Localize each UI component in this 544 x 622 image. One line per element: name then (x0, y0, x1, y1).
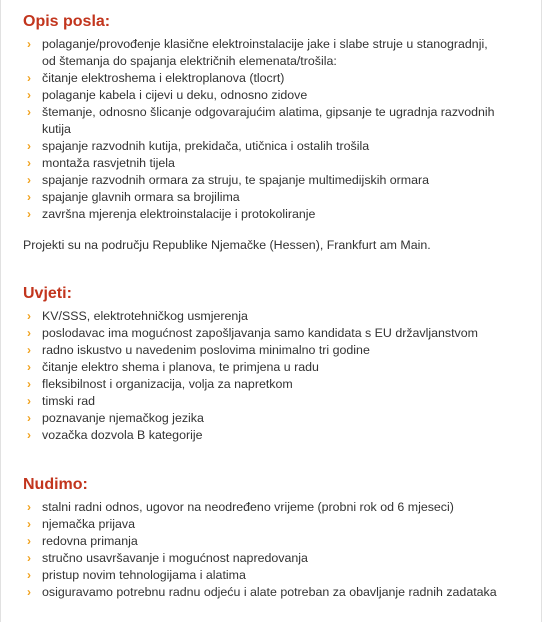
list-item-text: redovna primanja (42, 534, 138, 548)
chevron-right-icon: › (27, 207, 31, 221)
chevron-right-icon: › (27, 156, 31, 170)
list-item (23, 36, 523, 70)
list-item-text: radno iskustvo u navedenim poslovima minimalno tri godine (42, 343, 370, 357)
list-item-text: timski rad (42, 394, 96, 408)
list-item (23, 376, 523, 393)
chevron-right-icon: › (27, 37, 31, 51)
list-item-text: njemačka prijava (42, 517, 135, 531)
opis-posla-list (23, 36, 523, 223)
list-item (23, 427, 523, 444)
chevron-right-icon: › (27, 139, 31, 153)
list-item (23, 308, 523, 325)
list-item (23, 499, 523, 516)
list-item (23, 359, 523, 376)
chevron-right-icon: › (27, 551, 31, 565)
chevron-right-icon: › (27, 411, 31, 425)
list-item (23, 70, 523, 87)
list-item (23, 393, 523, 410)
list-item-text: osiguravamo potrebnu radnu odjeću i alate potreban za obavljanje radnih zadataka (42, 585, 497, 599)
list-item (23, 516, 523, 533)
list-item (23, 342, 523, 359)
list-item-text-continued: od štemanja do spajanja električnih elemenata/trošila: (42, 54, 337, 68)
list-item-text-continued: kutija (42, 122, 71, 136)
list-item (23, 189, 523, 206)
chevron-right-icon: › (27, 190, 31, 204)
chevron-right-icon: › (27, 360, 31, 374)
list-item (23, 87, 523, 104)
list-item-text: montaža rasvjetnih tijela (42, 156, 175, 170)
chevron-right-icon: › (27, 428, 31, 442)
chevron-right-icon: › (27, 394, 31, 408)
list-item-text: stručno usavršavanje i mogućnost napredovanja (42, 551, 308, 565)
list-item (23, 172, 523, 189)
list-item (23, 533, 523, 550)
list-item-text: spajanje razvodnih kutija, prekidača, utičnica i ostalih trošila (42, 139, 370, 153)
chevron-right-icon: › (27, 105, 31, 119)
list-item-text: čitanje elektroshema i elektroplanova (tlocrt) (42, 71, 285, 85)
nudimo-list (23, 499, 523, 601)
list-item-text: spajanje glavnih ormara sa brojilima (42, 190, 240, 204)
list-item (23, 584, 523, 601)
list-item-text: vozačka dozvola B kategorije (42, 428, 203, 442)
list-item-text: pristup novim tehnologijama i alatima (42, 568, 246, 582)
chevron-right-icon: › (27, 88, 31, 102)
chevron-right-icon: › (27, 377, 31, 391)
list-item-text: čitanje elektro shema i planova, te primjena u radu (42, 360, 319, 374)
chevron-right-icon: › (27, 71, 31, 85)
list-item-text: polaganje kabela i cijevi u deku, odnosno zidove (42, 88, 308, 102)
uvjeti-list (23, 308, 523, 444)
list-item (23, 325, 523, 342)
section-title-uvjeti: Uvjeti: (23, 285, 72, 302)
list-item (23, 567, 523, 584)
list-item (23, 206, 523, 223)
section-title-nudimo: Nudimo: (23, 476, 88, 493)
chevron-right-icon: › (27, 500, 31, 514)
chevron-right-icon: › (27, 173, 31, 187)
list-item-text: fleksibilnost i organizacija, volja za napretkom (42, 377, 293, 391)
chevron-right-icon: › (27, 326, 31, 340)
chevron-right-icon: › (27, 585, 31, 599)
chevron-right-icon: › (27, 517, 31, 531)
chevron-right-icon: › (27, 309, 31, 323)
list-item-text: poznavanje njemačkog jezika (42, 411, 204, 425)
list-item-text: polaganje/provođenje klasične elektroinstalacije jake i slabe struje u stanogradnji, (42, 37, 488, 51)
chevron-right-icon: › (27, 343, 31, 357)
section-title-opis-posla: Opis posla: (23, 13, 111, 30)
chevron-right-icon: › (27, 534, 31, 548)
list-item (23, 410, 523, 427)
list-item (23, 155, 523, 172)
list-item-text: spajanje razvodnih ormara za struju, te spajanje multimedijskih ormara (42, 173, 430, 187)
chevron-right-icon: › (27, 568, 31, 582)
list-item-text: stalni radni odnos, ugovor na neodređeno vrijeme (probni rok od 6 mjeseci) (42, 500, 454, 514)
list-item-text: poslodavac ima mogućnost zapošljavanja samo kandidata s EU državljanstvom (42, 326, 478, 340)
list-item-text: KV/SSS, elektrotehničkog usmjerenja (42, 309, 248, 323)
projects-location-paragraph: Projekti su na području Republike Njemačke (Hessen), Frankfurt am Main. (23, 238, 431, 252)
list-item (23, 104, 523, 138)
list-item (23, 550, 523, 567)
list-item-text: štemanje, odnosno šlicanje odgovarajućim alatima, gipsanje te ugradnja razvodnih (42, 105, 495, 119)
list-item (23, 138, 523, 155)
list-item-text: završna mjerenja elektroinstalacije i protokoliranje (42, 207, 316, 221)
